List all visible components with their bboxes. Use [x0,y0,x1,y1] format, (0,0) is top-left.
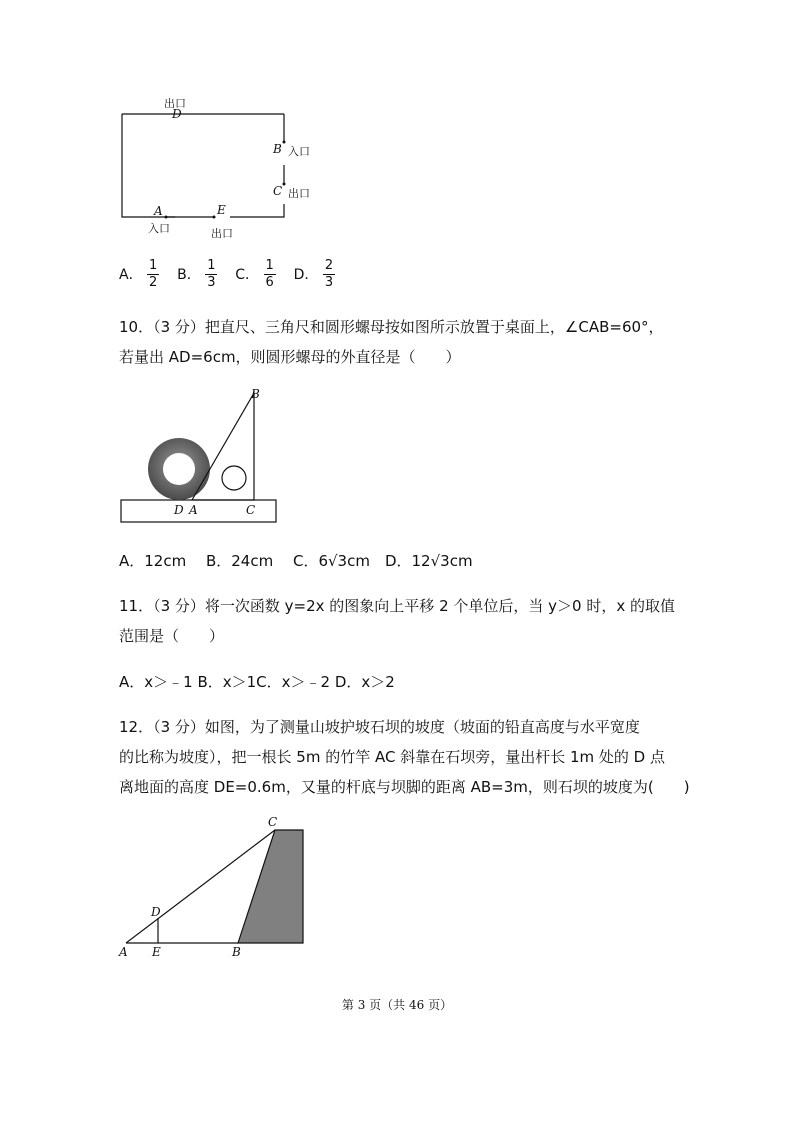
point-label-c: C [268,815,278,829]
q10-text-line1: 10．（3 分）把直尺、三角尺和圆形螺母按如图所示放置于桌面上，∠CAB=60°， [119,318,664,336]
point-label-b: B [251,387,260,401]
q9-rectangle-diagram [110,100,330,240]
entry-label-right: 入口 [288,145,310,158]
q10-ruler-triangle-nut-diagram [115,385,290,530]
q9-option-c: C． $\frac{1}{6}$ [235,258,274,290]
q12-dam-slope-diagram [115,818,315,948]
q12-text-line3: 离地面的高度 DE=0.6m，又量的杆底与坝脚的距离 AB=3m，则石坝的坡度为( ) [119,778,690,796]
point-label-b: B [232,945,241,959]
q11-options: A．x＞﹣1 B．x＞1C．x＞﹣2 D．x＞2 [119,673,395,691]
point-label-a: A [154,204,163,218]
point-label-d: D [172,107,182,121]
point-label-a: A [119,945,128,959]
q11-text-line2: 范围是（ ） [119,627,225,645]
q9-option-a: A． $\frac{1}{2}$ [119,258,158,290]
q9-option-d: D． $\frac{2}{3}$ [293,258,334,290]
point-label-e: E [152,945,161,959]
point-label-c: C [246,503,256,517]
point-label-e: E [217,203,226,217]
point-label-d: D [174,503,184,517]
q12-text-line2: 的比称为坡度），把一根长 5m 的竹竿 AC 斜靠在石坝旁，量出杆长 1m 处的 D 点 [119,748,665,766]
q9-options [119,258,335,291]
point-label-d: D [151,905,161,919]
q11-text-line1: 11．（3 分）将一次函数 y=2x 的图象向上平移 2 个单位后，当 y＞0 时，x 的取值 [119,597,675,615]
q10-text-line2: 若量出 AD=6cm，则圆形螺母的外直径是（ ） [119,348,461,366]
point-label-a: A [189,503,198,517]
page-footer: 第 3 页（共 46 页） [341,998,453,1012]
exit-label-top: 出口 [164,97,186,110]
exit-label-bottom: 出口 [211,227,233,240]
q9-option-b: B． $\frac{1}{3}$ [177,258,216,290]
q12-text-line1: 12．（3 分）如图，为了测量山坡护坡石坝的坡度（坡面的铅直高度与水平宽度 [119,718,640,736]
entry-label-bottom: 入口 [148,222,170,235]
point-label-b: B [273,142,282,156]
q10-options: A．12cm B．24cm C．6√3cm D．12√3cm [119,552,473,570]
point-label-c: C [273,184,283,198]
exit-label-right: 出口 [288,187,310,200]
